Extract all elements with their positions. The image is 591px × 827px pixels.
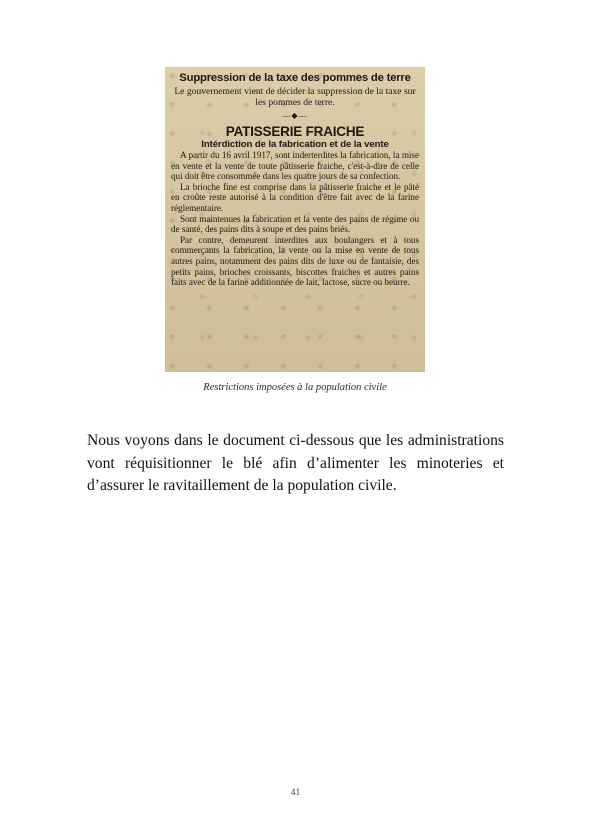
figure-caption: Restrictions imposées à la population civile — [203, 382, 387, 393]
clipping-paragraph: La brioche fine est comprise dans la pâtisserie fraiche et le pâté en croûte reste autorisé à la condition d'être fait avec de la farine réglementaire. — [171, 181, 419, 213]
clipping-headline-1: Suppression de la taxe des pommes de terre — [179, 72, 411, 84]
ornament-divider: —◆— — [282, 111, 308, 120]
clipping-headline-2: PATISSERIE FRAICHE — [225, 124, 365, 139]
clipping-paragraph: A partir du 16 avril 1917, sont inderterdites la fabrication, la mise en vente et la vente de toute pâtisserie fraiche, c'est-à-dire de celle qui doit être consommée dans les quatre jours de sa confection. — [171, 150, 419, 182]
clipping-paragraph: Sont maintenues la fabrication et la vente des pains de régime ou de santé, des pains dits à soupe et des pains briés. — [171, 213, 419, 235]
clipping-subheadline-2: Intérdiction de la fabrication et de la vente — [201, 139, 389, 150]
body-paragraph: Nous voyons dans le document ci-dessous que les administrations vont réquisitionner le blé afin d’alimenter les minoteries et d’assurer le ravitaillement de la population civile. — [87, 432, 504, 494]
newspaper-clipping — [165, 67, 425, 372]
clipping-paragraph: Par contre, demeurent interdites aux boulangers et à tous commerçants la fabrication, la vente ou la mise en vente de tous autres pains, notamment des pains dits de luxe ou de fantaisie, des petits pains, brioches croissants, biscottes fraiches et autres pains faits avec de la farine additionnée de lait, lactose, sucre ou beurre. — [171, 234, 419, 288]
page-number: 41 — [290, 788, 301, 798]
clipping-lead-1: Le gouvernement vient de décider la suppression de la taxe sur les pommes de terre. — [174, 86, 416, 108]
